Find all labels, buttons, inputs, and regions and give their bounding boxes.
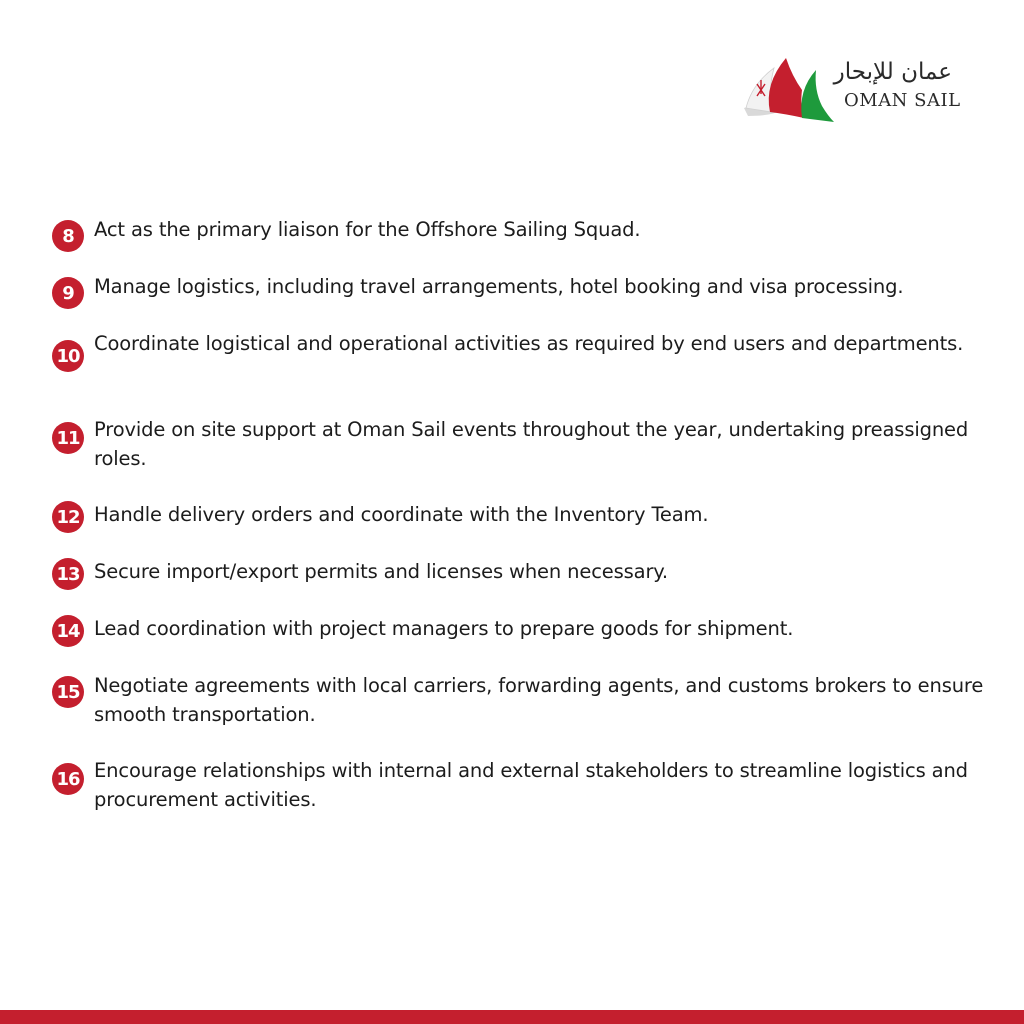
bottom-accent-bar: [0, 1010, 1024, 1024]
oman-sail-logo: [742, 50, 962, 126]
number-badge: 14: [52, 615, 84, 647]
duty-text: Provide on site support at Oman Sail events throughout the year, undertaking preassigned roles.: [94, 418, 969, 470]
duty-text: Lead coordination with project managers to prepare goods for shipment.: [94, 617, 794, 640]
number-badge: 15: [52, 676, 84, 708]
number-badge: 13: [52, 558, 84, 590]
duty-text: Manage logistics, including travel arrangements, hotel booking and visa processing.: [94, 275, 904, 298]
number-badge: 12: [52, 501, 84, 533]
sails-logo-icon: [742, 50, 838, 126]
duty-text: Act as the primary liaison for the Offshore Sailing Squad.: [94, 218, 641, 241]
number-badge: 9: [52, 277, 84, 309]
number-badge: 10: [52, 340, 84, 372]
duty-text: Negotiate agreements with local carriers, forwarding agents, and customs brokers to ensure smooth transportation.: [94, 674, 984, 726]
duty-text: Encourage relationships with internal and external stakeholders to streamline logistics and procurement activities.: [94, 759, 968, 811]
number-badge: 8: [52, 220, 84, 252]
duty-text: Coordinate logistical and operational activities as required by end users and departments.: [94, 332, 964, 355]
logo-latin-name: OMAN SAIL: [844, 90, 961, 111]
number-badge: 11: [52, 422, 84, 454]
number-badge: 16: [52, 763, 84, 795]
logo-arabic-name: عمان للإبحار: [833, 59, 952, 85]
duty-text: Secure import/export permits and licenses when necessary.: [94, 560, 668, 583]
duty-text: Handle delivery orders and coordinate with the Inventory Team.: [94, 503, 709, 526]
